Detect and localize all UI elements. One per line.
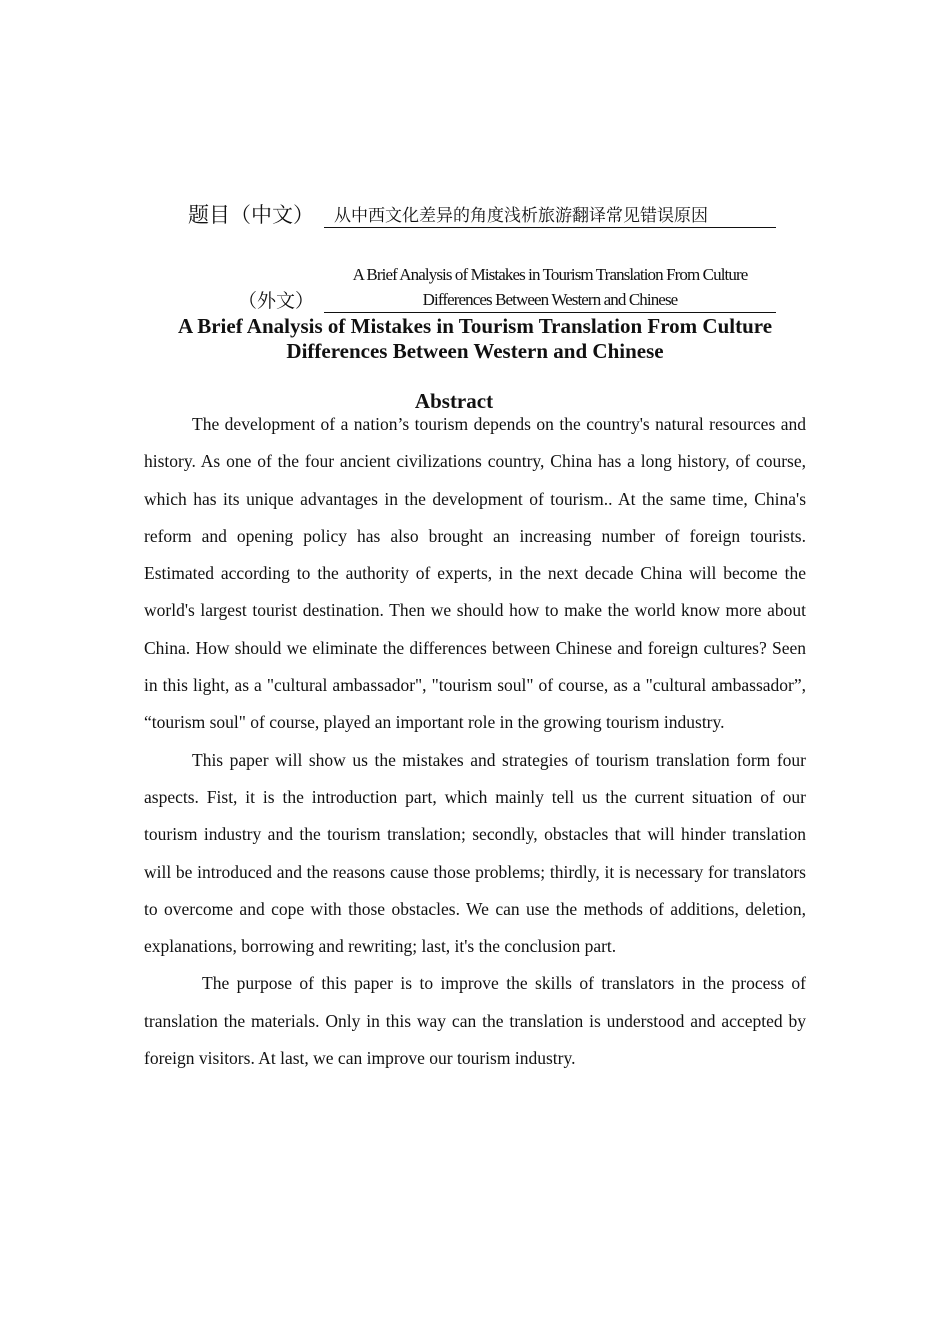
abstract-body bbox=[144, 406, 806, 1077]
abstract-paragraph: The development of a nation’s tourism depends on the country's natural resources and history. As one of the four ancient civilizations country, China has a long history, of course, which has its unique advantages in the development of tourism.. At the same time, China's reform and opening policy has also brought an increasing number of foreign tourists. Estimated according to the authority of experts, in the next decade China will become the world's largest tourist destination. Then we should how to make the world know more about China. How should we eliminate the differences between Chinese and foreign cultures? Seen in this light, as a "cultural ambassador", "tourism soul" of course, as a "cultural ambassador”, “tourism soul" of course, played an important role in the growing tourism industry. bbox=[144, 414, 806, 733]
abstract-paragraph: This paper will show us the mistakes and strategies of tourism translation form four aspects. Fist, it is the introduction part, which mainly tell us the current situation of our tourism industry and the tourism translation; secondly, obstacles that will hinder translation will be introduced and the reasons cause those problems; thirdly, it is necessary for translators to overcome and cope with those obstacles. We can use the methods of additions, deletion, explanations, borrowing and rewriting; last, it's the conclusion part. bbox=[144, 749, 806, 957]
chinese-title-row bbox=[188, 200, 788, 232]
foreign-title-row bbox=[238, 262, 798, 314]
foreign-title: A Brief Analysis of Mistakes in Tourism Translation From Culture Differences Between Western and Chinese bbox=[324, 262, 776, 313]
foreign-title-label: （外文） bbox=[238, 290, 315, 312]
abstract-paragraph: The purpose of this paper is to improve the skills of translators in the process of translation the materials. Only in this way can the translation is understood and accepted by foreign visitors. At last, we can improve our tourism industry. bbox=[144, 973, 806, 1069]
chinese-title-label: 题目（中文） bbox=[188, 203, 314, 227]
chinese-title: 从中西文化差异的角度浅析旅游翻译常见错误原因 bbox=[324, 204, 776, 228]
abstract-heading: Abstract bbox=[414, 389, 494, 413]
page-title: A Brief Analysis of Mistakes in Tourism Translation From Culture Differences Between Western and Chinese bbox=[177, 314, 773, 363]
